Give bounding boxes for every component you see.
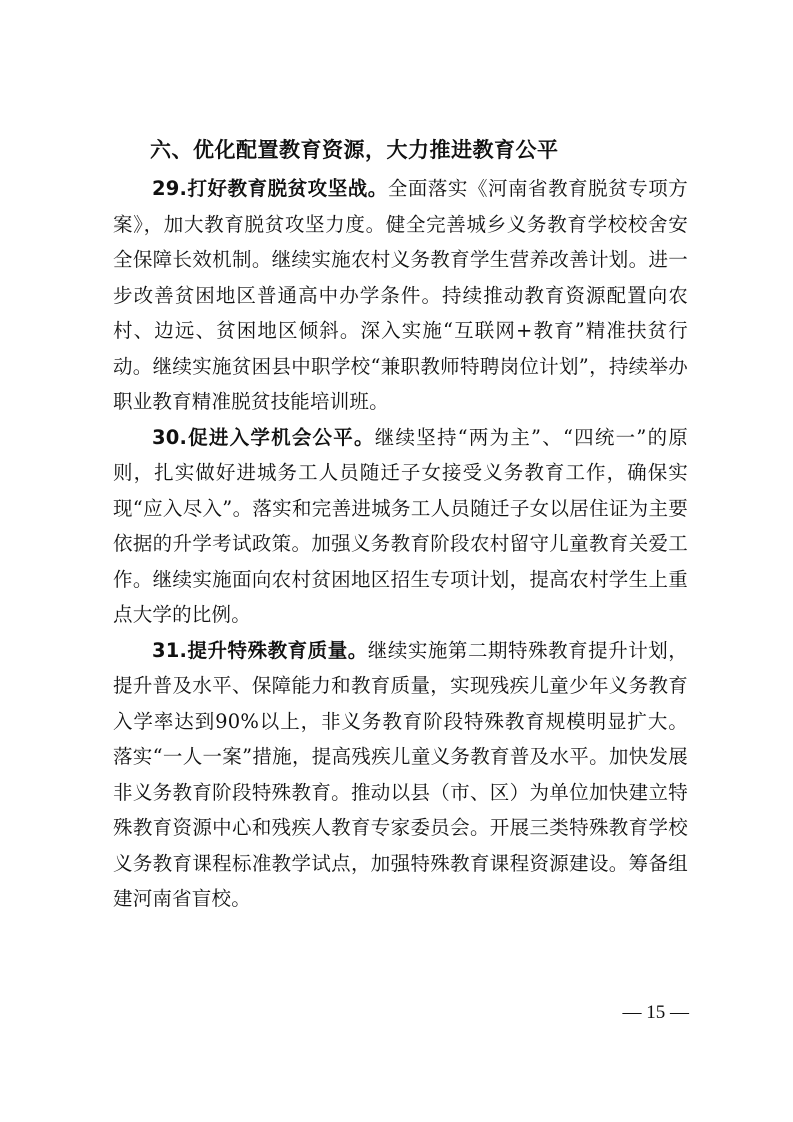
paragraph-text-31: 继续实施第二期特殊教育提升计划，提升普及水平、保障能力和教育质量，实现残疾儿童少年义务教育入学率达到90%以上，非义务教育阶段特殊教育规模明显扩大。落实“一人一案”措施，提高残疾儿童义务教育普及水平。加快发展非义务教育阶段特殊教育。推动以县（市、区）为单位加快建立特殊教育资源中心和残疾人教育专家委员会。开展三类特殊教育学校义务教育课程标准教学试点，加强特殊教育课程资源建设。筹备组建河南省盲校。 <box>113 638 689 910</box>
paragraph-31 <box>113 633 688 917</box>
paragraph-30 <box>113 420 688 633</box>
paragraph-lead-31: 31.提升特殊教育质量。 <box>152 638 368 662</box>
page-number: — 15 — <box>622 1002 689 1023</box>
paragraph-text-29: 全面落实《河南省教育脱贫专项方案》，加大教育脱贫攻坚力度。健全完善城乡义务教育学校校舍安全保障长效机制。继续实施农村义务教育学生营养改善计划。进一步改善贫困地区普通高中办学条件。持续推动教育资源配置向农村、边远、贫困地区倾斜。深入实施“互联网+教育”精准扶贫行动。继续实施贫困县中职学校“兼职教师特聘岗位计划”，持续举办职业教育精准脱贫技能培训班。 <box>113 177 688 413</box>
paragraph-text-30: 继续坚持“两为主”、“四统一”的原则，扎实做好进城务工人员随迁子女接受义务教育工作，确保实现“应入尽入”。落实和完善进城务工人员随迁子女以居住证为主要依据的升学考试政策。加强义务教育阶段农村留守儿童教育关爱工作。继续实施面向农村贫困地区招生专项计划，提高农村学生上重点大学的比例。 <box>113 425 688 626</box>
paragraph-29 <box>113 171 688 420</box>
paragraph-lead-29: 29.打好教育脱贫攻坚战。 <box>152 177 388 200</box>
section-heading: 六、优化配置教育资源，大力推进教育公平 <box>150 138 559 162</box>
paragraph-lead-30: 30.促进入学机会公平。 <box>152 425 375 449</box>
body-text <box>113 171 688 917</box>
